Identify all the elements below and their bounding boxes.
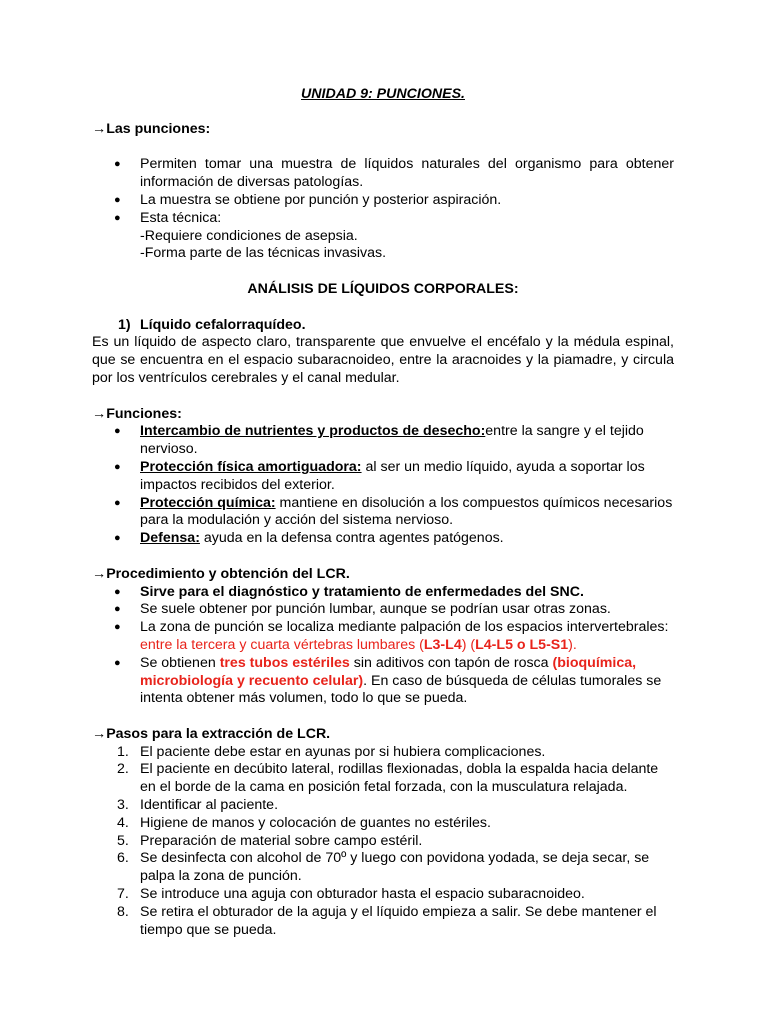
pasos-list	[92, 744, 674, 940]
step-number: 6.	[117, 850, 129, 867]
procedimiento-list	[92, 584, 674, 709]
lcr-description: Es un líquido de aspecto claro, transparente que envuelve el encéfalo y la médula espinal, que se encuentra en el espacio subaracnoideo, entre la aracnoides y la piamadre, y circula por los ventrículos cerebrales y el canal medular.	[92, 334, 674, 386]
list-item	[92, 423, 674, 459]
procedimiento-heading: →Procedimiento y obtención del LCR.	[92, 565, 350, 582]
lcr-title: Líquido cefalorraquídeo.	[140, 316, 306, 333]
step-text: Se retira el obturador de la aguja y el líquido empieza a salir. Se debe mantener el tiempo que se pueda.	[140, 903, 657, 938]
step-text: Identificar al paciente.	[140, 797, 279, 814]
step-number: 5.	[117, 832, 129, 849]
sub-item: -Requiere condiciones de asepsia.	[140, 227, 358, 244]
step-text: Se desinfecta con alcohol de 70º y luego con povidona yodada, se deja secar, se palpa la zona de punción.	[140, 850, 650, 885]
punciones-heading: →Las punciones:	[92, 120, 211, 137]
list-item	[92, 530, 674, 548]
funcion-label: Defensa:	[140, 530, 200, 547]
list-item	[92, 744, 674, 762]
list-item: ● Sirve para el diagnóstico y tratamiento de enfermedades del SNC.	[92, 584, 674, 602]
pasos-heading: →Pasos para la extracción de LCR.	[92, 725, 331, 742]
punciones-list	[92, 156, 674, 263]
list-item	[92, 210, 674, 263]
step-number: 4.	[117, 814, 129, 831]
sub-item: -Forma parte de las técnicas invasivas.	[140, 245, 387, 262]
funcion-text: al ser un medio líquido, ayuda a soportar los impactos recibidos del exterior.	[140, 458, 645, 493]
tubos-paren: (bioquímica, microbiología y recuento celular)	[140, 654, 637, 689]
list-item	[92, 886, 674, 904]
zona-end: ).	[568, 636, 577, 653]
lcr-subheading	[92, 317, 674, 335]
step-text: El paciente debe estar en ayunas por si hubiera complicaciones.	[140, 743, 546, 760]
step-text: Higiene de manos y colocación de guantes no estériles.	[140, 814, 491, 831]
list-item	[92, 459, 674, 495]
step-text: Preparación de material sobre campo estéril.	[140, 832, 423, 849]
funcion-text: mantiene en disolución a los compuestos químicos necesarios para la modulación y acción del sistema nervioso.	[140, 494, 673, 529]
list-item	[92, 761, 674, 797]
list-item	[92, 904, 674, 940]
funcion-label: Protección química:	[140, 494, 276, 511]
step-number: 2.	[117, 761, 129, 778]
lcr-number: 1)	[118, 316, 131, 333]
funcion-label: Intercambio de nutrientes y productos de desecho:	[140, 423, 486, 440]
list-item	[92, 619, 674, 655]
list-item-text: Esta técnica:	[140, 209, 222, 226]
funcion-text: ayuda en la defensa contra agentes patógenos.	[199, 530, 504, 547]
zona-text: La zona de punción se localiza mediante palpación de los espacios intervertebrales:	[140, 619, 669, 636]
list-item	[92, 815, 674, 833]
step-text: El paciente en decúbito lateral, rodillas flexionadas, dobla la espalda hacia delante en el borde de la cama en posición fetal forzada, con la musculatura relajada.	[140, 761, 659, 796]
step-number: 1.	[117, 743, 129, 760]
analisis-heading: ANÁLISIS DE LÍQUIDOS CORPORALES:	[247, 280, 519, 297]
zona-l4l5: L4-L5 o L5-S1	[475, 636, 569, 653]
list-item: ● La muestra se obtiene por punción y posterior aspiración.	[92, 192, 674, 210]
funcion-text: entre la sangre y el tejido nervioso.	[140, 423, 644, 458]
zona-mid: ) (	[461, 636, 476, 653]
step-number: 3.	[117, 797, 129, 814]
list-item	[92, 850, 674, 886]
list-item	[92, 655, 674, 708]
funciones-heading: →Funciones:	[92, 405, 182, 422]
list-item	[92, 495, 674, 531]
tubos-c: . En caso de búsqueda de células tumorales se intenta obtener más volumen, todo lo que se pueda.	[140, 672, 662, 707]
funciones-list	[92, 423, 674, 548]
step-number: 7.	[117, 886, 129, 903]
zona-l3l4: L3-L4	[423, 636, 462, 653]
funcion-label: Protección física amortiguadora:	[140, 458, 362, 475]
step-number: 8.	[117, 903, 129, 920]
list-item	[92, 797, 674, 815]
tubos-esteriles: tres tubos estériles	[219, 654, 350, 671]
list-item: ● Permiten tomar una muestra de líquidos naturales del organismo para obtener información de diversas patologías.	[92, 156, 674, 192]
step-text: Se introduce una aguja con obturador hasta el espacio subaracnoideo.	[140, 886, 585, 903]
list-item	[92, 833, 674, 851]
page-title: UNIDAD 9: PUNCIONES.	[301, 86, 465, 102]
tubos-b: sin aditivos con tapón de rosca	[349, 654, 553, 671]
zona-red-text: entre la tercera y cuarta vértebras lumbares (	[140, 636, 424, 653]
list-item: ● Se suele obtener por punción lumbar, aunque se podrían usar otras zonas.	[92, 601, 674, 619]
tubos-a: Se obtienen	[140, 654, 220, 671]
